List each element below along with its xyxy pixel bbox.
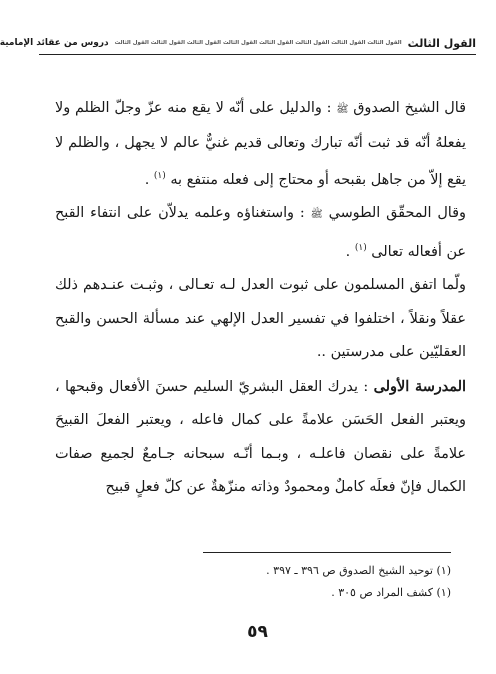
running-header-strip: القول الثالث القول الثالث القول الثالث القول الثالث القول الثالث القول الثالث القول الثالث القول الثالث <box>114 40 402 46</box>
section-title: القول الثالث <box>407 36 476 50</box>
footnote-1: (١) توحيد الشيخ الصدوق ص ٣٩٦ ـ ٣٩٧ . <box>266 564 451 577</box>
page-header <box>0 34 476 52</box>
page-number: ٥٩ <box>247 622 268 642</box>
footnote-ref: (١) <box>354 242 367 253</box>
paragraph-tusi: وقال المحقّق الطوسي ﷺ : واستغناؤه وعلمه يدلاّن على انتفاء القبح عن أفعاله تعالى $^{(١)}$ . <box>55 205 467 260</box>
footnote-ref: (١) <box>153 171 166 181</box>
honorific-seal: ﷺ <box>310 209 323 221</box>
main-text <box>55 92 466 505</box>
paragraph-first-school: المدرسة الأولى : يدرك العقل البشريّ السليم حسنَ الأفعال وقبحها ، ويعتبر الفعل الحَسَن علامةً على كمال فاعله ، ويعتبر الفعلَ القبيحَ علامةً على نقصان فاعلـه ، وبـما أنّـه سبحانه جـامعٌ لجميع صفات الكمال فإنّ فعلَه كاملٌ ومحمودٌ وذاته منزّهةٌ عن كلّ فعلٍ قبيح <box>55 377 467 496</box>
first-school-heading: المدرسة الأولى <box>373 377 467 395</box>
footnote-2: (١) كشف المراد ص ٣٠٥ . <box>331 586 451 599</box>
paragraph-two-schools: ولّما اتفق المسلمون على ثبوت العدل لـه تعـالى ، وثبـت عنـدهم ذلك عقلاً ونقلاً ، اختلفوا في تفسير العدل الإلهي عند مسألة الحسن والقبح العقليّين على مدرستين .. <box>55 277 467 361</box>
paragraph-saduq: قال الشيخ الصدوق ﷺ : والدليل على أنّه لا يقع منه عزّ وجلّ الظلم ولا يفعلهُ أنّه قد ثبت أنّه تبارك وتعالى قديم غنيٌّ عالم لا يجهل ، والظلم لا يقع إلاّ من جاهل بقبحه أو محتاج إلى فعله منتفع به $^{(١)}$ . <box>55 100 466 188</box>
footnotes <box>64 560 451 604</box>
book-title: دروس من عقائد الإمامية <box>0 38 109 48</box>
header-rule <box>39 54 476 55</box>
honorific-seal: ﷺ <box>336 104 349 115</box>
footnote-rule <box>203 552 451 553</box>
